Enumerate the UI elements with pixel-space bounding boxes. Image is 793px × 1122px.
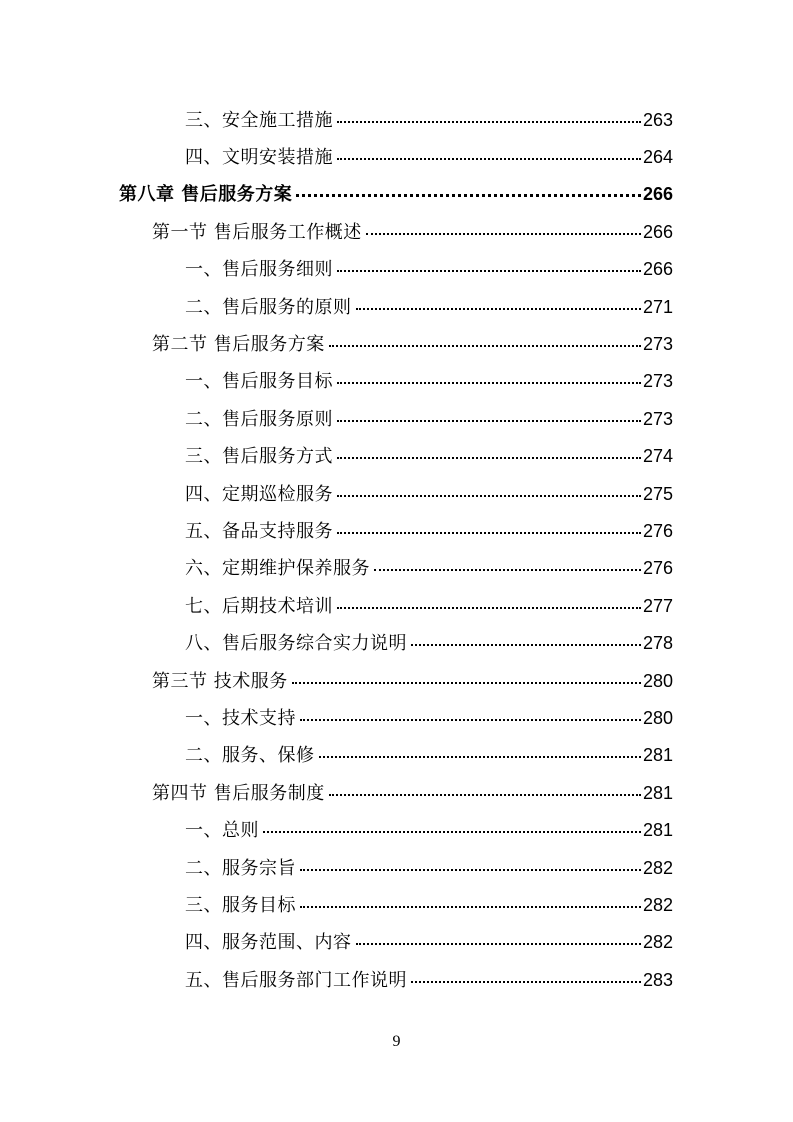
toc-entry-page-number: 281 bbox=[642, 782, 673, 803]
toc-entry-page-number: 280 bbox=[642, 707, 673, 728]
toc-entry-page-number: 282 bbox=[642, 857, 673, 878]
dot-leader bbox=[337, 270, 641, 272]
toc-entry-title: 六、定期维护保养服务 bbox=[185, 558, 370, 580]
dot-leader bbox=[411, 981, 641, 983]
dot-leader bbox=[374, 569, 641, 571]
toc-entry-item[interactable] bbox=[0, 137, 793, 174]
toc-entry-item[interactable] bbox=[0, 736, 793, 773]
dot-leader bbox=[411, 644, 641, 646]
toc-entry-title: 七、后期技术培训 bbox=[185, 595, 333, 617]
toc-entry-page-number: 281 bbox=[642, 745, 673, 766]
dot-leader bbox=[337, 532, 641, 534]
toc-entry-page-number: 273 bbox=[642, 371, 673, 392]
toc-entry-page-number: 266 bbox=[642, 184, 673, 205]
toc-entry-title: 二、售后服务的原则 bbox=[185, 296, 352, 318]
toc-entry-item[interactable] bbox=[0, 100, 793, 137]
toc-entry-page-number: 282 bbox=[642, 894, 673, 915]
dot-leader bbox=[329, 794, 641, 796]
toc-entry-title: 第四节 售后服务制度 bbox=[152, 782, 325, 804]
toc-entry-title: 第一节 售后服务工作概述 bbox=[152, 221, 362, 243]
dot-leader bbox=[300, 869, 641, 871]
toc-entry-title: 四、定期巡检服务 bbox=[185, 483, 333, 505]
toc-entry-item[interactable] bbox=[0, 848, 793, 885]
toc-entry-page-number: 263 bbox=[642, 109, 673, 130]
toc-entry-item[interactable] bbox=[0, 810, 793, 847]
toc-entry-title: 五、售后服务部门工作说明 bbox=[185, 969, 407, 991]
toc-entry-title: 第二节 售后服务方案 bbox=[152, 334, 325, 356]
dot-leader bbox=[296, 194, 641, 197]
toc-entry-item[interactable] bbox=[0, 960, 793, 997]
toc-entry-page-number: 278 bbox=[642, 633, 673, 654]
toc-entry-page-number: 281 bbox=[642, 820, 673, 841]
toc-entry-item[interactable] bbox=[0, 923, 793, 960]
toc-entry-section[interactable] bbox=[0, 324, 793, 361]
dot-leader bbox=[319, 756, 641, 758]
toc-entry-chapter[interactable] bbox=[0, 175, 793, 212]
toc-entry-item[interactable] bbox=[0, 511, 793, 548]
dot-leader bbox=[337, 495, 641, 497]
dot-leader bbox=[292, 682, 641, 684]
toc-entry-item[interactable] bbox=[0, 287, 793, 324]
dot-leader bbox=[356, 943, 641, 945]
toc-entry-page-number: 266 bbox=[642, 259, 673, 280]
table-of-contents bbox=[0, 100, 793, 997]
toc-entry-page-number: 276 bbox=[642, 558, 673, 579]
toc-entry-page-number: 283 bbox=[642, 969, 673, 990]
dot-leader bbox=[337, 457, 641, 459]
toc-entry-item[interactable] bbox=[0, 250, 793, 287]
toc-entry-title: 一、售后服务目标 bbox=[185, 371, 333, 393]
toc-entry-title: 一、售后服务细则 bbox=[185, 259, 333, 281]
toc-entry-title: 一、技术支持 bbox=[185, 707, 296, 729]
toc-entry-title: 第三节 技术服务 bbox=[152, 670, 288, 692]
dot-leader bbox=[337, 420, 641, 422]
toc-entry-item[interactable] bbox=[0, 437, 793, 474]
dot-leader bbox=[337, 607, 641, 609]
toc-entry-item[interactable] bbox=[0, 885, 793, 922]
toc-entry-page-number: 276 bbox=[642, 520, 673, 541]
toc-entry-title: 五、备品支持服务 bbox=[185, 520, 333, 542]
toc-entry-title: 二、售后服务原则 bbox=[185, 408, 333, 430]
toc-entry-page-number: 275 bbox=[642, 483, 673, 504]
dot-leader bbox=[300, 906, 641, 908]
toc-entry-page-number: 266 bbox=[642, 221, 673, 242]
dot-leader bbox=[356, 308, 641, 310]
toc-entry-section[interactable] bbox=[0, 661, 793, 698]
dot-leader bbox=[337, 382, 641, 384]
toc-entry-page-number: 282 bbox=[642, 932, 673, 953]
toc-entry-item[interactable] bbox=[0, 399, 793, 436]
toc-entry-item[interactable] bbox=[0, 698, 793, 735]
dot-leader bbox=[329, 345, 641, 347]
toc-entry-page-number: 271 bbox=[642, 296, 673, 317]
toc-entry-title: 三、安全施工措施 bbox=[185, 109, 333, 131]
toc-entry-item[interactable] bbox=[0, 549, 793, 586]
page-number: 9 bbox=[392, 1033, 401, 1050]
toc-entry-page-number: 280 bbox=[642, 670, 673, 691]
toc-entry-title: 二、服务宗旨 bbox=[185, 857, 296, 879]
dot-leader bbox=[263, 831, 641, 833]
toc-entry-title: 三、售后服务方式 bbox=[185, 446, 333, 468]
toc-entry-title: 第八章 售后服务方案 bbox=[119, 184, 293, 206]
toc-entry-page-number: 273 bbox=[642, 334, 673, 355]
dot-leader bbox=[300, 719, 641, 721]
toc-entry-title: 八、售后服务综合实力说明 bbox=[185, 633, 407, 655]
toc-entry-section[interactable] bbox=[0, 773, 793, 810]
dot-leader bbox=[366, 233, 641, 235]
toc-entry-item[interactable] bbox=[0, 474, 793, 511]
toc-entry-page-number: 277 bbox=[642, 595, 673, 616]
toc-entry-title: 四、文明安装措施 bbox=[185, 147, 333, 169]
toc-entry-title: 二、服务、保修 bbox=[185, 745, 315, 767]
toc-entry-item[interactable] bbox=[0, 586, 793, 623]
dot-leader bbox=[337, 158, 641, 160]
toc-entry-page-number: 274 bbox=[642, 446, 673, 467]
toc-entry-title: 一、总则 bbox=[185, 820, 259, 842]
toc-entry-item[interactable] bbox=[0, 623, 793, 660]
dot-leader bbox=[337, 121, 641, 123]
toc-entry-page-number: 273 bbox=[642, 408, 673, 429]
toc-entry-title: 三、服务目标 bbox=[185, 894, 296, 916]
toc-entry-section[interactable] bbox=[0, 212, 793, 249]
toc-entry-item[interactable] bbox=[0, 362, 793, 399]
toc-entry-title: 四、服务范围、内容 bbox=[185, 932, 352, 954]
toc-entry-page-number: 264 bbox=[642, 147, 673, 168]
